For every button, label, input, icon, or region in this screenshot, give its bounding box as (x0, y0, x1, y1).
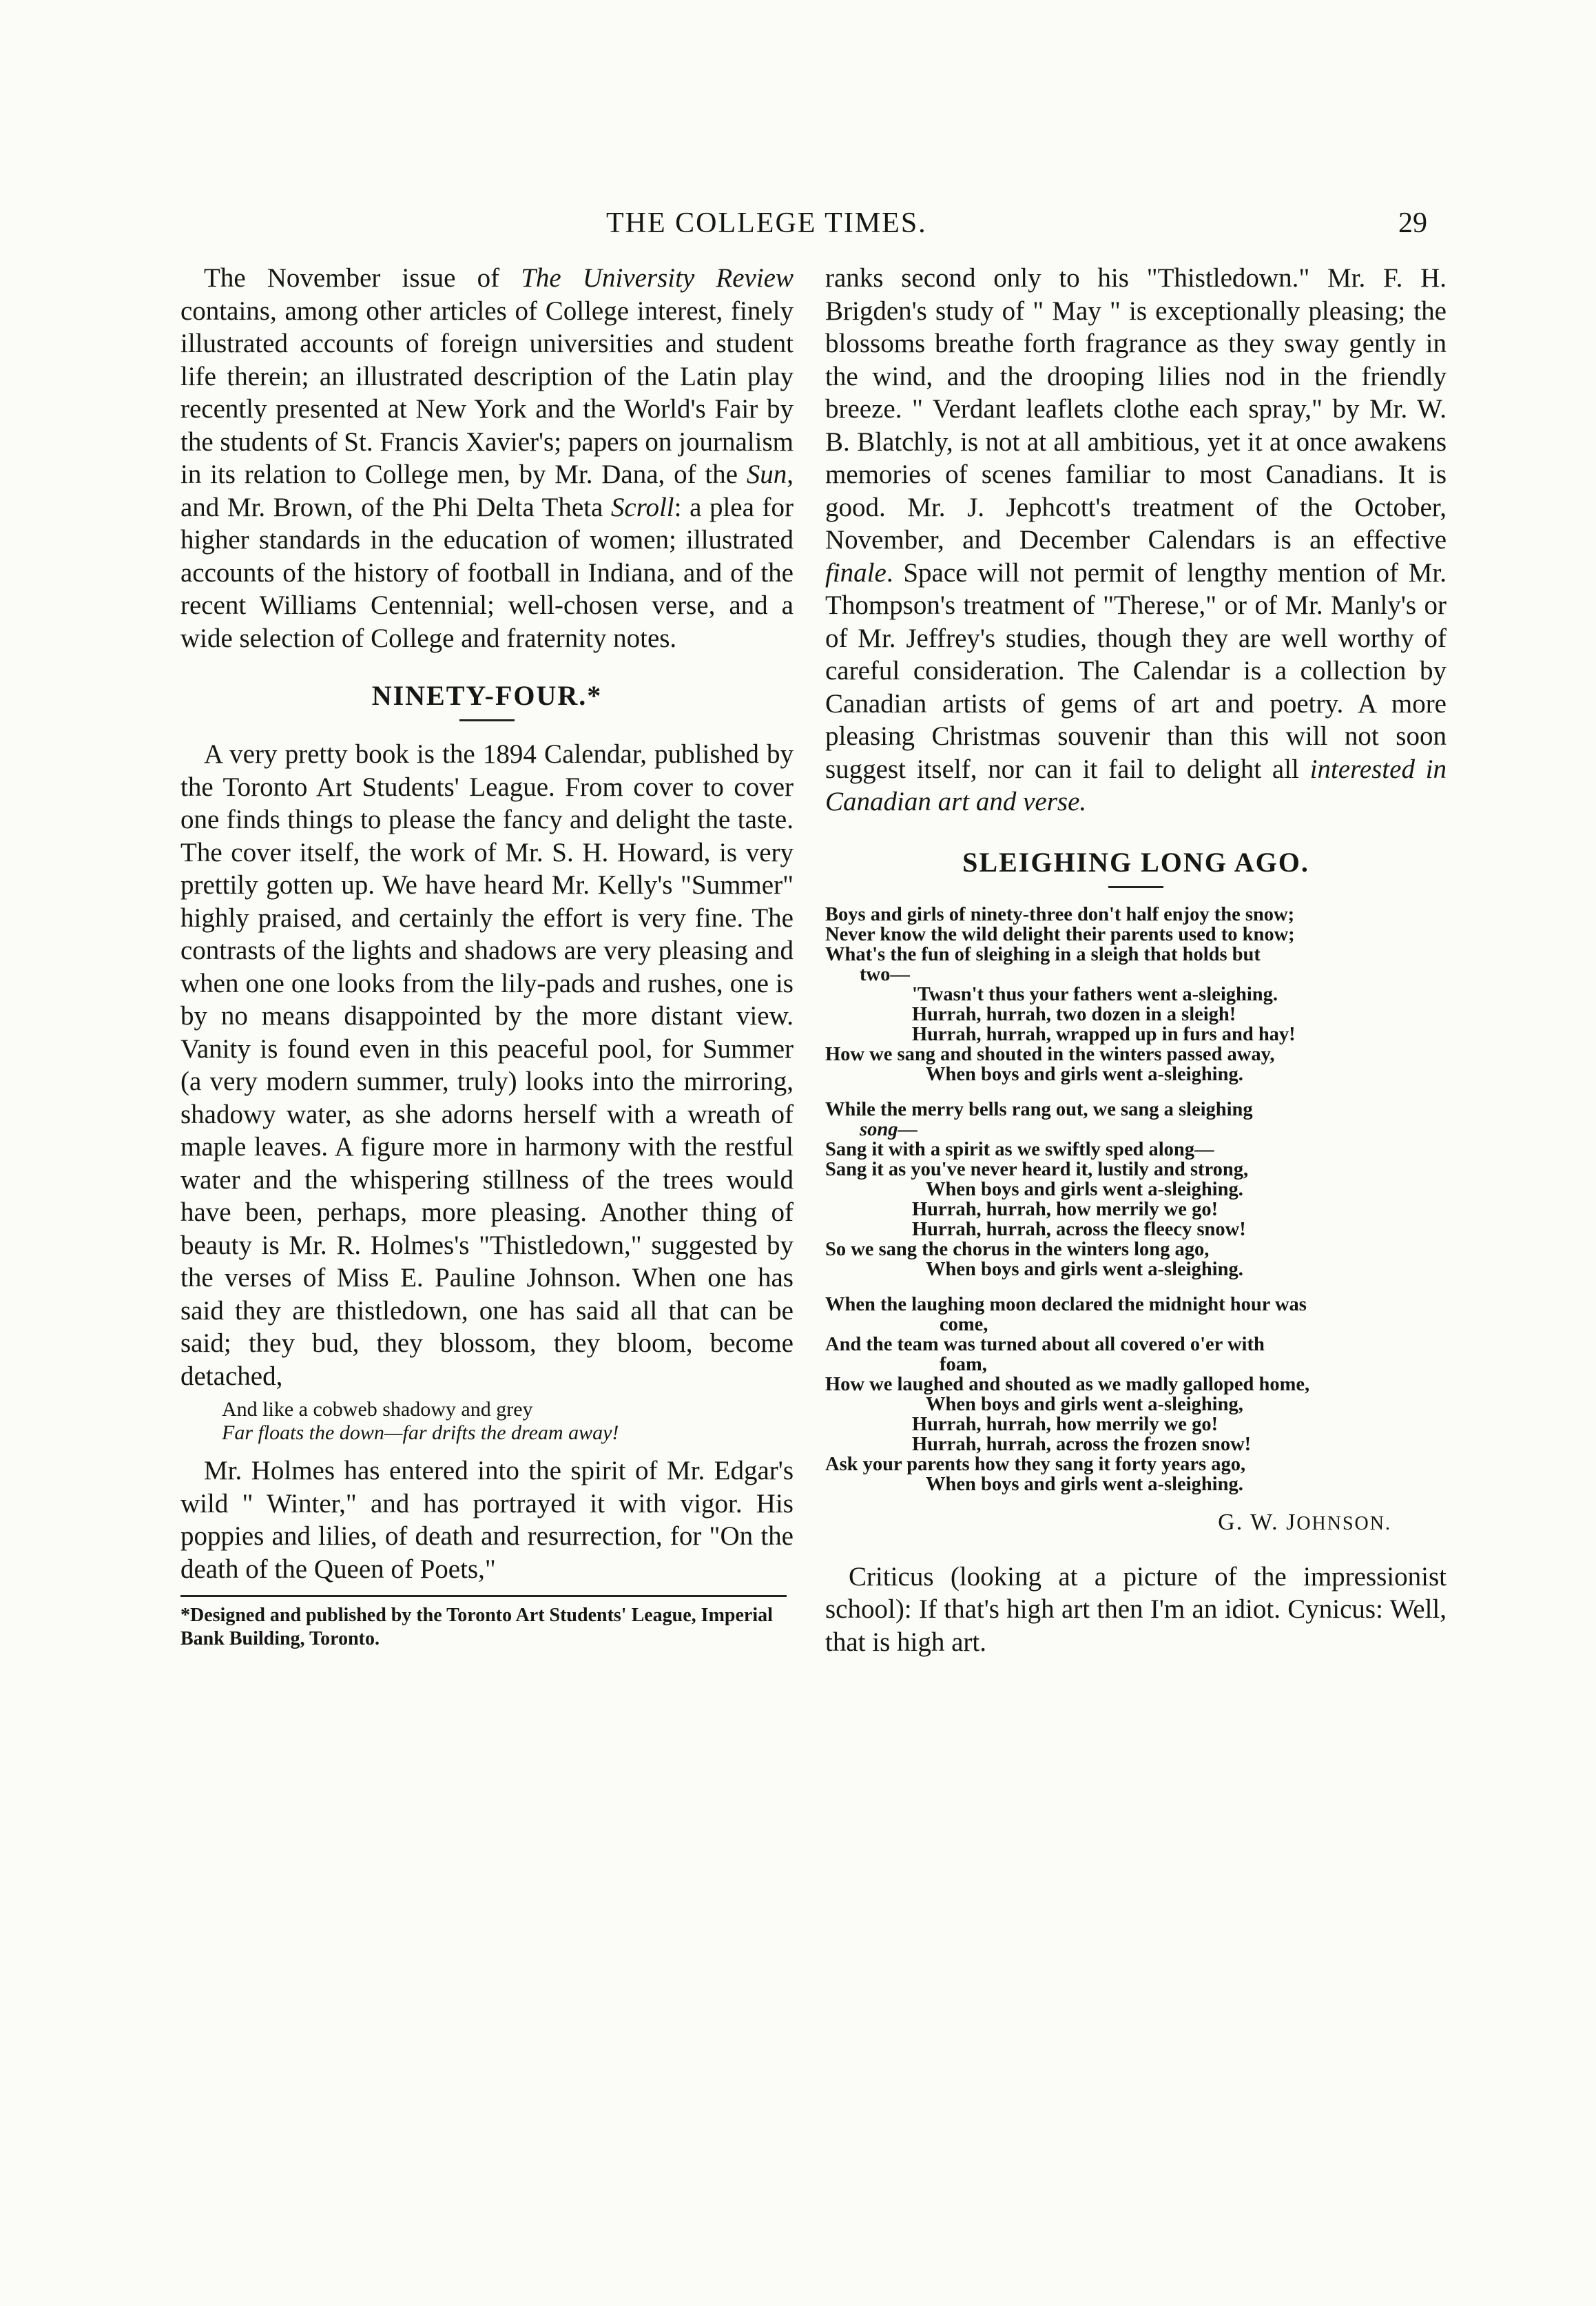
continued-paragraph (825, 262, 1447, 819)
poem-stanza (825, 905, 1447, 1084)
review-text-mid2: , and Mr. Brown, of the Phi Delta Theta (180, 460, 794, 522)
poem-line: Hurrah, hurrah, how merrily we go! (912, 1413, 1219, 1435)
quote-line: And like a cobweb shadowy and grey (222, 1398, 533, 1421)
poem-title: SLEIGHING LONG AGO. (962, 846, 1309, 878)
review-text-mid1: contains, among other articles of College interest, finely illustrated accounts of foreign universities and student life therein; an illustrated description of the Latin play recently presented at New York and the World's Fair by the students of St. Francis Xavier's; papers on journalism in its relation to College men, by Mr. Dana, of the (180, 296, 794, 489)
poem-line: When boys and girls went a-sleighing, (926, 1393, 1243, 1415)
poem-line: And the team was turned about all covered o'er with (825, 1333, 1265, 1355)
poem-line: Sang it as you've never heard it, lustily and strong, (825, 1158, 1249, 1180)
holmes-paragraph: Mr. Holmes has entered into the spirit of Mr. Edgar's wild " Winter," and has portrayed it with vigor. His poppies and lilies, of death and resurrection, for "On the death of the Queen of Poets," (180, 1456, 794, 1584)
footnote-rule (180, 1595, 787, 1597)
poem-line: Boys and girls of ninety-three don't half enjoy the snow; (825, 903, 1295, 925)
section-rule (1108, 886, 1163, 888)
journal-title: The University Review (521, 263, 794, 293)
poem-line: foam, (940, 1353, 987, 1375)
poem-line: When the laughing moon declared the midnight hour was (825, 1293, 1307, 1315)
ninety-four-paragraph: A very pretty book is the 1894 Calendar, published by the Toronto Art Students' League. From cover to cover one finds things to please the fancy and delight the taste. The cover itself, the work of Mr. S. H. Howard, is very prettily gotten up. We have heard Mr. Kelly's "Summer" highly praised, and certainly the effort is very fine. The contrasts of the lights and shadows are very pleasing and when one one looks from the lily-pads and rushes, one is by no means disappointed by the more distant view. Vanity is found even in this peaceful pool, for Summer (a very modern summer, truly) looks into the mirroring, shadowy water, as she adorns herself with a wreath of maple leaves. A figure more in harmony with the restful water and the whispering stillness of the trees would have been, perhaps, more pleasing. Another thing of beauty is Mr. R. Holmes's "Thistledown," suggested by the verses of Miss E. Pauline Johnson. When one has said they are thistledown, one has said all that can be said; they bud, they blossom, they bloom, become detached, (180, 739, 794, 1391)
footnote: *Designed and published by the Toronto Art Students' League, Imperial Bank Building, Toronto. (180, 1605, 773, 1649)
left-column (180, 262, 794, 1651)
right-column (825, 262, 1447, 1658)
page-header (0, 207, 1596, 248)
poem-line: What's the fun of sleighing in a sleigh that holds but (825, 943, 1261, 965)
poem-line: When boys and girls went a-sleighing. (926, 1258, 1243, 1280)
quote-line: Far floats the down—far drifts the dream away! (222, 1421, 619, 1444)
review-text-pre: The November issue of (204, 263, 521, 293)
scroll-title: Scroll (610, 492, 674, 522)
poem-line: While the merry bells rang out, we sang a sleighing (825, 1098, 1253, 1120)
continued-text: ranks second only to his "Thistledown." Mr. F. H. Brigden's study of " May " is exceptionally pleasing; the blossoms breathe forth fragrance as they sway gently in the wind, and the drooping lilies nod in the friendly breeze. " Verdant leaflets clothe each spray," by Mr. W. B. Blatchly, is not at all ambitious, yet it at once awakens memories of scenes familiar to most Canadians. It is good. Mr. J. Jephcott's treatment of the October, November, and December Calendars is an effective (825, 263, 1447, 555)
poem-line: When boys and girls went a-sleighing. (926, 1178, 1243, 1200)
poem-line: Hurrah, hurrah, across the frozen snow! (912, 1433, 1252, 1455)
poem-line: So we sang the chorus in the winters long ago, (825, 1238, 1210, 1260)
review-text-post: : a plea for higher standards in the education of women; illustrated accounts of the history of football in Indiana, and of the recent Williams Centennial; well-chosen verse, and a wide selection of College and fraternity notes. (180, 492, 794, 653)
section-rule (459, 719, 515, 721)
poem-stanza (825, 1100, 1447, 1279)
page-number: 29 (1398, 207, 1427, 239)
poem-line: How we sang and shouted in the winters passed away, (825, 1043, 1275, 1065)
review-paragraph (180, 262, 794, 655)
poem-line: two— (860, 963, 910, 985)
poem-stanza (825, 1295, 1447, 1494)
running-title: THE COLLEGE TIMES. (606, 207, 927, 239)
poem-line: come, (940, 1313, 988, 1335)
poem-line: When boys and girls went a-sleighing. (926, 1063, 1243, 1085)
section-heading-ninety-four: NINETY-FOUR.* (371, 680, 603, 711)
closing-italic: interested in Canadian art and verse. (825, 754, 1447, 816)
signature-initials: G. W. J (1218, 1509, 1297, 1535)
poem-line: Hurrah, hurrah, how merrily we go! (912, 1198, 1219, 1220)
criticus-paragraph: Criticus (looking at a picture of the impressionist school): If that's high art then I'm an idiot. Cynicus: Well, that is high art. (825, 1561, 1447, 1657)
poem-line: Hurrah, hurrah, wrapped up in furs and hay! (912, 1023, 1296, 1045)
poem-signature (825, 1510, 1391, 1536)
poem (825, 905, 1447, 1494)
poem-line: Hurrah, hurrah, across the fleecy snow! (912, 1218, 1246, 1240)
signature-rest: OHNSON. (1296, 1512, 1391, 1534)
poem-line: song— (860, 1118, 918, 1140)
poem-line: How we laughed and shouted as we madly galloped home, (825, 1373, 1310, 1395)
finale-word: finale (825, 557, 887, 588)
poem-line: When boys and girls went a-sleighing. (926, 1473, 1243, 1495)
poem-line: 'Twasn't thus your fathers went a-sleighing. (912, 983, 1278, 1005)
continued-text-2: . Space will not permit of lengthy mention of Mr. Thompson's treatment of "Therese," or of Mr. Manly's or of Mr. Jeffrey's studies, though they are well worthy of careful consideration. The Calendar is a collection by Canadian artists of gems of art and poetry. A more pleasing Christmas souvenir than this will not soon suggest itself, nor can it fail to delight all (825, 557, 1447, 784)
poem-line: Hurrah, hurrah, two dozen in a sleigh! (912, 1003, 1236, 1025)
poem-line: Ask your parents how they sang it forty years ago, (825, 1453, 1246, 1475)
sun-title: Sun (746, 460, 787, 489)
poem-line: Sang it with a spirit as we swiftly sped along— (825, 1138, 1214, 1160)
thistledown-quote (222, 1398, 794, 1445)
poem-line: Never know the wild delight their parents used to know; (825, 923, 1295, 945)
